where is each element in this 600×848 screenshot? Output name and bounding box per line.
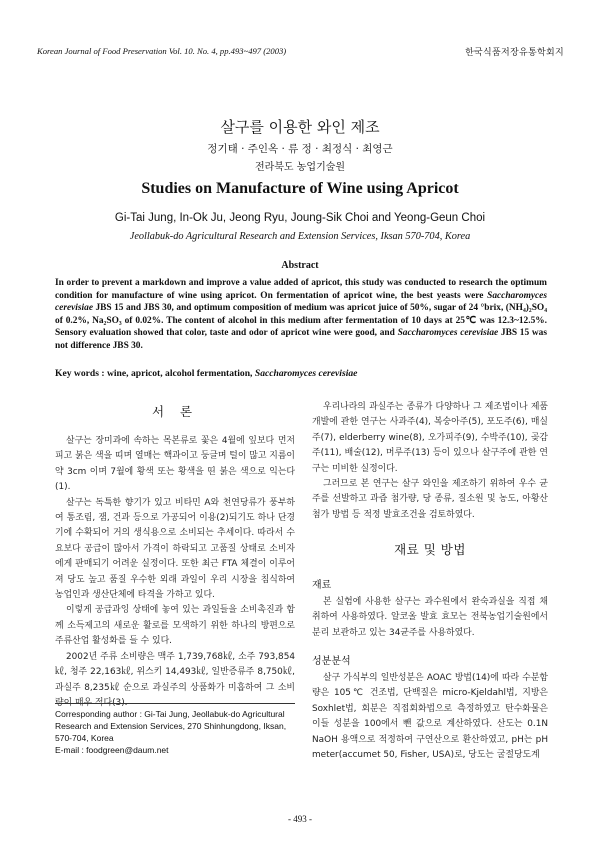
authors-english: Gi-Tai Jung, In-Ok Ju, Jeong Ryu, Joung-Sik Choi and Yeong-Geun Choi xyxy=(114,212,486,224)
intro-paragraph: 살구는 독특한 향기가 있고 비타민 A와 천연당류가 풍부하여 통조림, 잼, 건과 등으로 가공되어 이용(2)되기도 하나 단경기에 수확되어 거의 생식용으로 소비되는 추세이다. 따라서 수요보다 공급이 많아서 가격이 하락되고 고품질 상태로 소비자에게 판매되기 어려운 실정이다. 또한 최근 FTA 체결이 이루어져 당도 높고 품질 우수한 외래 과일이 우리 시장을 침식하여 농업인과 생산단체에 타격을 가하고 있다. xyxy=(55,497,295,601)
page-number: - 493 - xyxy=(288,814,312,824)
title-korean: 살구를 이용한 와인 제조 xyxy=(220,118,380,136)
abstract-body xyxy=(55,277,547,353)
methods-heading: 재료 및 방법 xyxy=(394,542,466,557)
analysis-subheading: 성분분석 xyxy=(312,656,351,667)
materials-paragraph: 본 실험에 사용한 살구는 과수원에서 완숙과실을 직접 채취하여 사용하였다. 알코올 발효 효모는 전북농업기술원에서 분리 보관하고 있는 34균주를 사용하였다. xyxy=(312,597,548,638)
correspondence-note xyxy=(55,708,295,756)
abstract-text-1: In order to prevent a markdown and improve a value added of apricot, this study was conducted to research the optimum condition for manufacture of wine using apricot. On fermentation of apricot wine, the best yeasts were xyxy=(55,278,547,301)
authors-korean: 정기태 · 주인옥 · 류 정 · 최정식 · 최영근 xyxy=(207,143,393,155)
abstract-text-2: JBS 15 and JBS 30, and optimum composition of medium was apricot juice of 50%, sugar of 24 °brix, (NH₄)₂SO₄ of 0.2%, Na₂SO₃ of 0.02%. The content of alcohol in this medium after fermentation of 10 days at 25℃ was 12.3~12.5%. Sensory evaluation showed that color, taste and odor of apricot wine were good, and xyxy=(55,303,548,339)
journal-header: Korean Journal of Food Preservation Vol. 10. No. 4, pp.493~497 (2003) xyxy=(37,46,287,56)
keywords-species: Saccharomyces cerevisiae xyxy=(254,368,358,379)
society-header: 한국식품저장유통학회지 xyxy=(465,48,564,58)
keywords xyxy=(55,368,357,379)
footnote-divider xyxy=(55,703,295,704)
affiliation-korean: 전라북도 농업기술원 xyxy=(254,162,346,173)
analysis-text xyxy=(312,671,548,763)
intro-heading: 서 론 xyxy=(151,404,199,419)
intro-paragraph: 그러므로 본 연구는 살구 와인을 제조하기 위하여 우수 균주를 선발하고 과즙 첨가량, 당 종류, 질소원 및 농도, 아황산 첨가 방법 등 적정 발효조건을 검토하였다. xyxy=(312,479,548,520)
intro-paragraph: 2002년 주류 소비량은 맥주 1,739,768㎘, 소주 793,854㎘, 청주 22,163㎘, 위스키 14,493㎘, 일반증류주 8,750㎘, 과실주 8,235㎘ 순으로 과실주의 상품화가 미흡하여 그 소비량이 매우 적다(3). xyxy=(55,651,295,708)
intro-column xyxy=(55,434,295,711)
intro-continued-column xyxy=(312,400,548,523)
intro-paragraph: 살구는 장미과에 속하는 목본류로 꽃은 4월에 잎보다 먼저피고 붉은 색을 띠며 열매는 핵과이고 둥글며 털이 많고 지름이 약 3cm 이며 7월에 황색 또는 황색을 띤 붉은 색으로 익는다(1). xyxy=(55,436,295,493)
analysis-paragraph: 살구 가식부의 일반성분은 AOAC 방법(14)에 따라 수분함량은 105℃ 건조법, 단백질은 micro-Kjeldahl법, 지방은 Soxhlet법, 회분은 직접회화법으로 측정하였고 탄수화물은 이들 성분을 100에서 뺀 값으로 계산하였다. 산도는 0.1N NaOH 용액으로 적정하여 구연산으로 환산하였고, pH는 pH meter(accumet 50, Fisher, USA)로, 당도는 굴절당도계 xyxy=(312,673,548,761)
intro-paragraph: 우리나라의 과실주는 종류가 다양하나 그 제조법이나 제품 개발에 관한 연구는 사과주(4), 복숭아주(5), 포도주(6), 매실주(7), elderberry wine(8), 오가피주(9), 수박주(10), 곶감주(11), 배술(12), 머루주(13) 등이 있으나 살구주에 관한 연구는 미비한 실정이다. xyxy=(312,402,548,474)
abstract-species-2: Saccharomyces cerevisiae xyxy=(397,328,499,339)
abstract-species-1: Saccharomyces cerevisiae xyxy=(55,290,547,314)
materials-subheading: 재료 xyxy=(312,580,332,591)
keywords-text: Key words : wine, apricot, alcohol fermentation, xyxy=(55,368,253,379)
title-english: Studies on Manufacture of Wine using Apricot xyxy=(141,180,459,197)
abstract-heading: Abstract xyxy=(281,260,319,271)
affiliation-english: Jeollabuk-do Agricultural Research and Extension Services, Iksan 570-704, Korea xyxy=(129,231,471,242)
abstract-text-3: JBS 15 was not difference JBS 30. xyxy=(55,328,547,351)
materials-text xyxy=(312,595,548,641)
intro-paragraph: 이렇게 공급과잉 상태에 놓여 있는 과일들을 소비촉진과 함께 소득제고의 새로운 활로를 모색하기 위한 하나의 방편으로 주류산업 활성화를 들 수 있다. xyxy=(55,605,295,647)
author-email: E-mail : foodgreen@daum.net xyxy=(55,745,169,755)
corresponding-author: Corresponding author : Gi-Tai Jung, Jeollabuk-do Agricultural Research and Extension Services, 270 Shinhungdong, Iksan, 570-704, Korea xyxy=(55,709,287,743)
